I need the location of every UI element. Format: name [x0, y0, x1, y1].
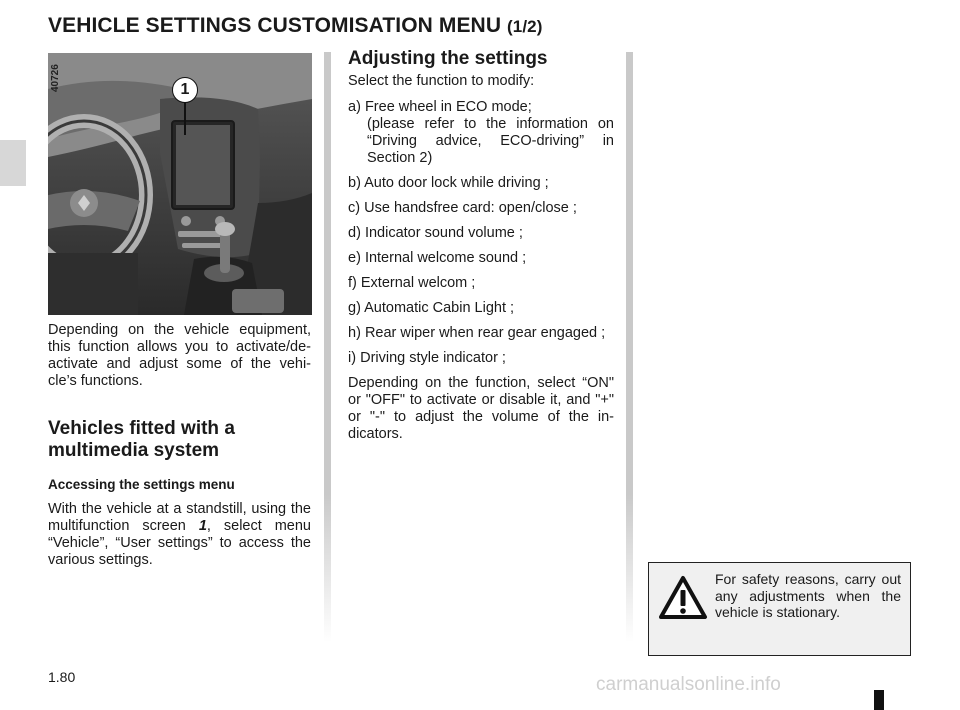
- list-item: [348, 99, 614, 167]
- callout-1: 1: [172, 77, 198, 103]
- list-text: Rear wiper when rear gear engaged ;: [364, 325, 606, 341]
- list-item: [348, 325, 614, 342]
- page-title: [48, 14, 543, 38]
- column-divider-left: [324, 52, 331, 642]
- list-marker: b): [348, 175, 361, 191]
- title-part: (1/2): [507, 17, 543, 36]
- list-text: Internal welcome sound ;: [364, 250, 527, 266]
- list-text: Free wheel in ECO mode;: [364, 99, 532, 115]
- warning-triangle-icon: [658, 575, 708, 621]
- list-item: [348, 350, 614, 367]
- multimedia-heading: Vehicles fitted with a multimedia system: [48, 418, 235, 461]
- list-marker: e): [348, 250, 361, 266]
- list-marker: g): [348, 300, 361, 316]
- access-text-1: With the vehicle at a standstill, using the multifunction screen: [48, 501, 311, 534]
- image-reference-code: 40726: [50, 64, 61, 92]
- list-text: External welcom ;: [360, 275, 476, 291]
- adjusting-lead: Select the function to modify:: [348, 73, 535, 89]
- list-item: [348, 225, 614, 242]
- adjusting-closing: Depending on the function, select “ON" or "OFF" to activate or disable it, and "+" or "-" to adjust the volume of the in-dicators.: [348, 375, 614, 442]
- list-text: Use handsfree card: open/close ;: [364, 200, 577, 216]
- list-text: Auto door lock while driving ;: [364, 175, 549, 191]
- screen-ref: 1: [198, 518, 207, 534]
- list-marker: f): [348, 275, 357, 291]
- watermark: carmanualsonline.info: [596, 674, 781, 695]
- list-item: [348, 175, 614, 192]
- page-number: 1.80: [48, 669, 76, 685]
- access-text-2: , select menu “Vehicle”, “User settings” to access the various settings.: [48, 518, 311, 568]
- list-text: Indicator sound volume ;: [364, 225, 523, 241]
- middle-column: [348, 50, 614, 452]
- left-column: [48, 322, 311, 578]
- intro-paragraph: Depending on the vehicle equipment, this function allows you to activate/de-activate and adjust some of the vehi-cle’s functions.: [48, 322, 311, 389]
- chapter-tab: [0, 140, 26, 186]
- list-item: [348, 250, 614, 267]
- list-marker: h): [348, 325, 361, 341]
- list-item: [348, 300, 614, 317]
- list-marker: i): [348, 350, 357, 366]
- settings-list: [348, 99, 614, 367]
- safety-warning-box: [648, 562, 911, 656]
- list-marker: d): [348, 225, 361, 241]
- list-marker: c): [348, 200, 361, 216]
- list-text: Driving style indicator ;: [360, 350, 506, 366]
- settings-access-paragraph: [48, 501, 311, 569]
- list-item: [348, 200, 614, 217]
- title-text: VEHICLE SETTINGS CUSTOMISATION MENU: [48, 14, 502, 37]
- list-note: (please refer to the information on “Driving advice, ECO-driving” in Section 2): [367, 116, 614, 166]
- list-marker: a): [348, 99, 361, 115]
- list-text: Automatic Cabin Light ;: [364, 300, 515, 316]
- warning-text: For safety reasons, carry out any adjustments when the vehicle is stationary.: [715, 571, 901, 620]
- dashboard-photo: [48, 53, 312, 315]
- adjusting-heading: Adjusting the settings: [348, 48, 548, 69]
- column-divider-right: [626, 52, 633, 642]
- settings-access-subheading: Accessing the settings menu: [48, 477, 235, 492]
- list-item: [348, 275, 614, 292]
- corner-mark: [874, 690, 884, 710]
